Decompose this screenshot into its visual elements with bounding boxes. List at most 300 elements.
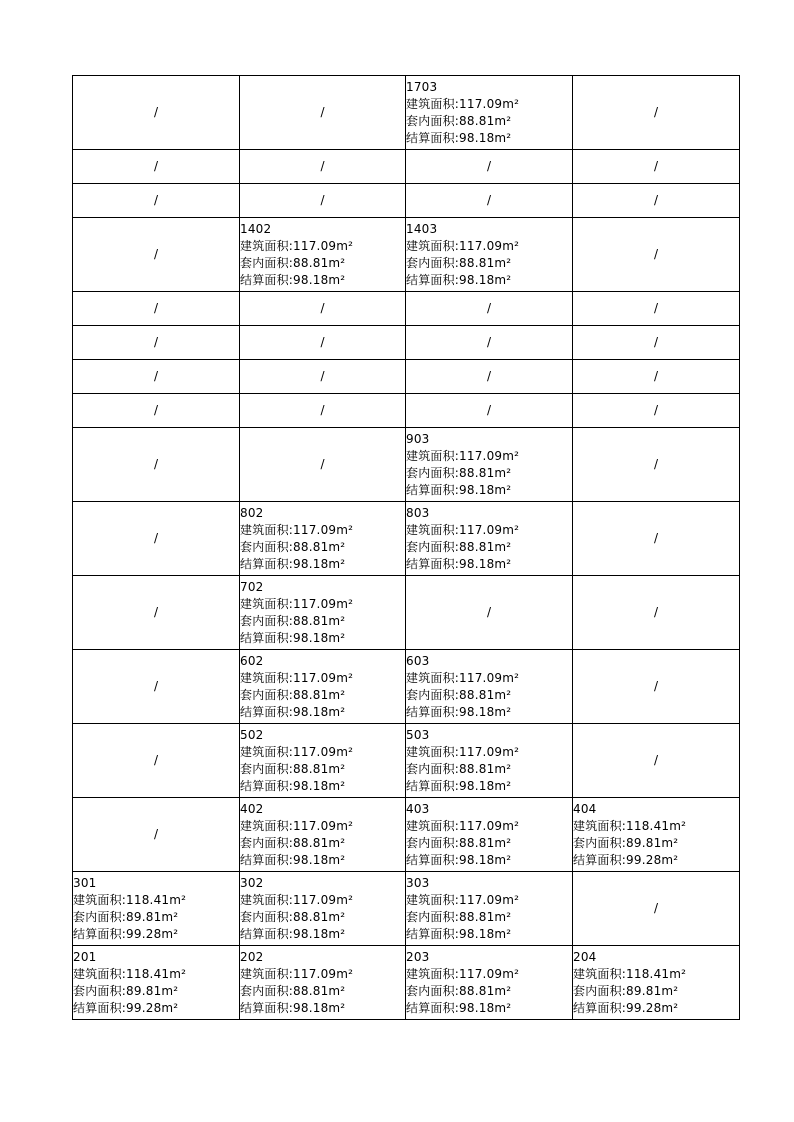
area-value: 117.09 [459, 96, 503, 111]
empty-marker: / [653, 335, 659, 349]
building-area-line [240, 596, 405, 613]
empty-cell [240, 326, 406, 360]
settlement-area-line [406, 1000, 572, 1017]
empty-cell [573, 428, 740, 502]
unit-cell [240, 218, 406, 292]
area-unit: m² [328, 778, 346, 793]
settlement-area-line [573, 1000, 739, 1017]
area-value: 98.18 [459, 926, 495, 941]
area-unit: m² [328, 761, 346, 776]
area-unit: m² [494, 1000, 512, 1015]
area-label: 建筑面积: [240, 670, 294, 685]
area-unit: m² [502, 448, 520, 463]
area-label: 套内面积: [240, 687, 294, 702]
unit-number [240, 579, 405, 596]
empty-cell [73, 724, 240, 798]
area-label: 建筑面积: [406, 966, 460, 981]
inner-area-line [406, 465, 572, 482]
area-value: 99.28 [626, 852, 662, 867]
area-value: 88.81 [293, 909, 329, 924]
area-value: 303 [406, 875, 430, 890]
table-row [73, 150, 740, 184]
area-value: 88.81 [459, 539, 495, 554]
unit-cell [406, 798, 573, 872]
area-value: 88.81 [293, 255, 329, 270]
empty-marker: / [486, 301, 492, 315]
area-value: 502 [240, 727, 264, 742]
area-value: 88.81 [459, 835, 495, 850]
empty-cell [573, 394, 740, 428]
area-label: 套内面积: [406, 539, 460, 554]
area-label: 套内面积: [240, 835, 294, 850]
inner-area-line [406, 983, 572, 1000]
area-value: 117.09 [459, 818, 503, 833]
area-value: 98.18 [293, 704, 329, 719]
area-value: 117.09 [293, 892, 337, 907]
unit-number [406, 431, 572, 448]
area-label: 套内面积: [573, 983, 627, 998]
empty-marker: / [486, 159, 492, 173]
settlement-area-line [240, 778, 405, 795]
area-unit: m² [169, 892, 187, 907]
building-area-line [240, 892, 405, 909]
empty-marker: / [153, 301, 159, 315]
area-unit: m² [502, 892, 520, 907]
area-unit: m² [661, 983, 679, 998]
unit-number [406, 875, 572, 892]
area-label: 套内面积: [240, 909, 294, 924]
area-unit: m² [161, 926, 179, 941]
area-unit: m² [494, 465, 512, 480]
unit-cell [406, 946, 573, 1020]
settlement-area-line [240, 852, 405, 869]
area-unit: m² [661, 1000, 679, 1015]
empty-cell [406, 394, 573, 428]
empty-cell [573, 724, 740, 798]
empty-cell [573, 184, 740, 218]
area-unit: m² [494, 539, 512, 554]
area-label: 套内面积: [240, 539, 294, 554]
settlement-area-line [406, 482, 572, 499]
area-label: 套内面积: [240, 761, 294, 776]
empty-cell [73, 576, 240, 650]
empty-cell [573, 76, 740, 150]
table-row [73, 576, 740, 650]
area-label: 建筑面积: [240, 744, 294, 759]
empty-marker: / [653, 159, 659, 173]
building-area-line [240, 744, 405, 761]
area-label: 建筑面积: [406, 448, 460, 463]
area-value: 402 [240, 801, 264, 816]
building-area-line [240, 966, 405, 983]
area-unit: m² [669, 818, 687, 833]
area-label: 建筑面积: [240, 238, 294, 253]
area-label: 结算面积: [240, 926, 294, 941]
area-value: 118.41 [626, 818, 670, 833]
empty-marker: / [153, 403, 159, 417]
area-label: 结算面积: [73, 926, 127, 941]
unit-cell [240, 946, 406, 1020]
unit-number [73, 949, 239, 966]
inner-area-line [240, 983, 405, 1000]
area-unit: m² [336, 818, 354, 833]
empty-marker: / [320, 335, 325, 349]
inner-area-line [406, 761, 572, 778]
empty-cell [406, 326, 573, 360]
building-area-line [406, 818, 572, 835]
empty-cell [73, 428, 240, 502]
empty-marker: / [153, 457, 159, 471]
empty-marker: / [320, 159, 325, 173]
area-unit: m² [328, 687, 346, 702]
area-value: 88.81 [293, 983, 329, 998]
area-value: 98.18 [293, 852, 329, 867]
area-value: 201 [73, 949, 97, 964]
table-row [73, 502, 740, 576]
unit-number [240, 653, 405, 670]
table-row [73, 872, 740, 946]
empty-cell [406, 292, 573, 326]
empty-marker: / [653, 369, 659, 383]
area-value: 202 [240, 949, 264, 964]
area-label: 建筑面积: [240, 818, 294, 833]
area-value: 98.18 [459, 1000, 495, 1015]
area-value: 117.09 [293, 238, 337, 253]
table-row [73, 326, 740, 360]
empty-cell [573, 326, 740, 360]
area-label: 建筑面积: [406, 818, 460, 833]
table-row [73, 650, 740, 724]
area-value: 302 [240, 875, 264, 890]
empty-marker: / [320, 403, 325, 417]
area-label: 结算面积: [240, 556, 294, 571]
unit-number [406, 801, 572, 818]
area-unit: m² [494, 835, 512, 850]
inner-area-line [406, 909, 572, 926]
empty-marker: / [153, 193, 159, 207]
empty-marker: / [653, 753, 659, 767]
area-value: 404 [573, 801, 597, 816]
area-value: 117.09 [459, 522, 503, 537]
empty-cell [406, 184, 573, 218]
inner-area-line [573, 835, 739, 852]
empty-cell [573, 576, 740, 650]
area-value: 98.18 [459, 130, 495, 145]
area-value: 903 [406, 431, 430, 446]
area-label: 结算面积: [406, 1000, 460, 1015]
area-unit: m² [502, 238, 520, 253]
inner-area-line [240, 613, 405, 630]
area-value: 301 [73, 875, 97, 890]
empty-cell [240, 150, 406, 184]
area-unit: m² [502, 744, 520, 759]
empty-marker: / [153, 105, 159, 119]
area-label: 结算面积: [573, 1000, 627, 1015]
area-unit: m² [328, 630, 346, 645]
unit-cell [573, 946, 740, 1020]
building-area-line [73, 892, 239, 909]
building-area-line [573, 966, 739, 983]
table-row [73, 360, 740, 394]
area-value: 98.18 [293, 630, 329, 645]
empty-cell [573, 872, 740, 946]
table-row [73, 292, 740, 326]
area-value: 802 [240, 505, 264, 520]
area-label: 套内面积: [73, 909, 127, 924]
area-unit: m² [661, 852, 679, 867]
empty-marker: / [486, 605, 492, 619]
area-unit: m² [494, 687, 512, 702]
area-value: 117.09 [459, 966, 503, 981]
area-label: 建筑面积: [406, 96, 460, 111]
settlement-area-line [406, 926, 572, 943]
area-label: 套内面积: [240, 983, 294, 998]
area-value: 403 [406, 801, 430, 816]
building-area-line [406, 522, 572, 539]
area-value: 117.09 [459, 238, 503, 253]
empty-cell [406, 150, 573, 184]
area-label: 套内面积: [573, 835, 627, 850]
unit-number [240, 875, 405, 892]
empty-marker: / [653, 403, 659, 417]
area-value: 98.18 [293, 556, 329, 571]
unit-cell [240, 576, 406, 650]
area-label: 结算面积: [406, 272, 460, 287]
empty-cell [73, 650, 240, 724]
area-value: 117.09 [293, 818, 337, 833]
area-unit: m² [494, 926, 512, 941]
area-unit: m² [161, 909, 179, 924]
area-unit: m² [494, 113, 512, 128]
area-unit: m² [336, 596, 354, 611]
area-unit: m² [494, 130, 512, 145]
building-area-line [573, 818, 739, 835]
area-value: 88.81 [293, 687, 329, 702]
empty-marker: / [153, 827, 159, 841]
empty-cell [73, 292, 240, 326]
area-label: 结算面积: [406, 482, 460, 497]
unit-number [406, 79, 572, 96]
building-area-line [406, 966, 572, 983]
area-value: 88.81 [459, 687, 495, 702]
settlement-area-line [573, 852, 739, 869]
settlement-area-line [406, 704, 572, 721]
empty-marker: / [153, 753, 159, 767]
area-value: 117.09 [293, 744, 337, 759]
inner-area-line [406, 687, 572, 704]
area-value: 702 [240, 579, 264, 594]
unit-cell [73, 946, 240, 1020]
area-value: 1703 [406, 79, 438, 94]
empty-cell [73, 394, 240, 428]
settlement-area-line [240, 630, 405, 647]
empty-marker: / [653, 247, 659, 261]
area-label: 结算面积: [240, 1000, 294, 1015]
empty-marker: / [486, 335, 492, 349]
unit-cell [240, 872, 406, 946]
area-unit: m² [328, 272, 346, 287]
unit-area-table [72, 75, 740, 1020]
area-unit: m² [336, 966, 354, 981]
empty-marker: / [486, 369, 492, 383]
empty-cell [240, 292, 406, 326]
area-label: 结算面积: [240, 852, 294, 867]
unit-number [240, 505, 405, 522]
area-value: 99.28 [126, 926, 162, 941]
unit-number [406, 949, 572, 966]
area-value: 98.18 [459, 704, 495, 719]
area-label: 套内面积: [406, 687, 460, 702]
unit-number [573, 801, 739, 818]
area-label: 结算面积: [240, 272, 294, 287]
area-unit: m² [328, 909, 346, 924]
area-unit: m² [669, 966, 687, 981]
empty-cell [73, 150, 240, 184]
empty-marker: / [653, 301, 659, 315]
area-label: 套内面积: [406, 465, 460, 480]
area-value: 118.41 [126, 892, 170, 907]
building-area-line [406, 238, 572, 255]
empty-marker: / [486, 193, 492, 207]
area-value: 203 [406, 949, 430, 964]
empty-cell [573, 150, 740, 184]
area-unit: m² [494, 983, 512, 998]
area-value: 603 [406, 653, 430, 668]
table-row [73, 394, 740, 428]
area-unit: m² [328, 255, 346, 270]
area-label: 结算面积: [406, 778, 460, 793]
area-value: 1403 [406, 221, 438, 236]
unit-cell [240, 650, 406, 724]
empty-marker: / [153, 605, 159, 619]
area-unit: m² [336, 238, 354, 253]
table-row [73, 428, 740, 502]
table-row [73, 218, 740, 292]
area-label: 套内面积: [240, 613, 294, 628]
area-label: 建筑面积: [73, 892, 127, 907]
empty-cell [73, 360, 240, 394]
inner-area-line [406, 113, 572, 130]
area-value: 89.81 [626, 983, 662, 998]
building-area-line [240, 818, 405, 835]
area-value: 117.09 [293, 670, 337, 685]
unit-number [73, 875, 239, 892]
area-value: 98.18 [459, 272, 495, 287]
area-value: 503 [406, 727, 430, 742]
area-label: 结算面积: [73, 1000, 127, 1015]
unit-number [406, 727, 572, 744]
unit-area-table-body [73, 76, 740, 1020]
area-unit: m² [328, 983, 346, 998]
inner-area-line [406, 255, 572, 272]
area-value: 117.09 [459, 744, 503, 759]
area-unit: m² [494, 778, 512, 793]
area-label: 建筑面积: [573, 966, 627, 981]
area-label: 建筑面积: [406, 892, 460, 907]
empty-marker: / [153, 679, 159, 693]
building-area-line [73, 966, 239, 983]
area-value: 89.81 [626, 835, 662, 850]
area-unit: m² [169, 966, 187, 981]
empty-cell [573, 292, 740, 326]
empty-cell [73, 502, 240, 576]
area-label: 结算面积: [240, 778, 294, 793]
area-label: 结算面积: [240, 704, 294, 719]
area-value: 98.18 [293, 778, 329, 793]
building-area-line [406, 744, 572, 761]
unit-cell [406, 872, 573, 946]
unit-cell [406, 428, 573, 502]
area-unit: m² [494, 852, 512, 867]
area-value: 98.18 [459, 852, 495, 867]
area-value: 117.09 [293, 596, 337, 611]
empty-marker: / [320, 193, 325, 207]
unit-number [573, 949, 739, 966]
unit-number [240, 949, 405, 966]
table-row [73, 798, 740, 872]
area-value: 98.18 [459, 556, 495, 571]
inner-area-line [73, 983, 239, 1000]
area-value: 117.09 [459, 448, 503, 463]
building-area-line [406, 892, 572, 909]
empty-marker: / [153, 531, 159, 545]
unit-cell [406, 724, 573, 798]
area-label: 套内面积: [406, 113, 460, 128]
area-label: 建筑面积: [240, 892, 294, 907]
area-label: 套内面积: [240, 255, 294, 270]
area-label: 建筑面积: [406, 238, 460, 253]
unit-number [240, 727, 405, 744]
empty-marker: / [153, 247, 159, 261]
inner-area-line [406, 539, 572, 556]
empty-marker: / [653, 193, 659, 207]
area-label: 建筑面积: [573, 818, 627, 833]
area-label: 结算面积: [406, 704, 460, 719]
empty-cell [573, 502, 740, 576]
area-unit: m² [328, 852, 346, 867]
unit-number [240, 801, 405, 818]
building-area-line [406, 96, 572, 113]
area-value: 88.81 [459, 761, 495, 776]
unit-number [406, 221, 572, 238]
settlement-area-line [406, 852, 572, 869]
area-unit: m² [328, 926, 346, 941]
unit-number [406, 653, 572, 670]
building-area-line [240, 238, 405, 255]
unit-cell [406, 218, 573, 292]
empty-cell [406, 360, 573, 394]
area-unit: m² [336, 744, 354, 759]
unit-cell [240, 502, 406, 576]
area-value: 98.18 [293, 926, 329, 941]
building-area-line [406, 670, 572, 687]
empty-cell [240, 394, 406, 428]
empty-marker: / [153, 159, 159, 173]
settlement-area-line [240, 926, 405, 943]
area-value: 88.81 [459, 255, 495, 270]
empty-cell [240, 360, 406, 394]
unit-cell [240, 798, 406, 872]
empty-marker: / [653, 605, 659, 619]
area-unit: m² [328, 556, 346, 571]
empty-marker: / [653, 679, 659, 693]
area-label: 建筑面积: [406, 522, 460, 537]
area-label: 结算面积: [406, 556, 460, 571]
area-unit: m² [494, 482, 512, 497]
empty-marker: / [320, 105, 325, 119]
building-area-line [406, 448, 572, 465]
area-value: 98.18 [293, 272, 329, 287]
